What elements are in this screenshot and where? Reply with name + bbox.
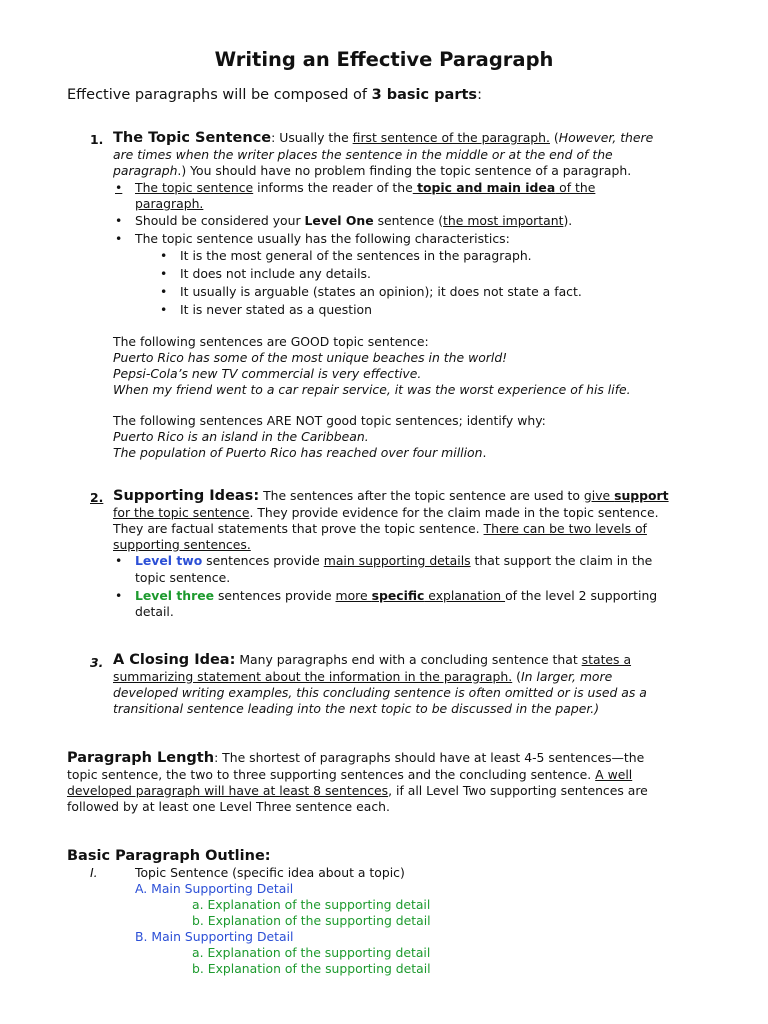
section-1-heading: The Topic Sentence — [113, 130, 272, 146]
s1-bold: Level One — [304, 213, 374, 228]
s2-underline: main supporting details — [323, 553, 471, 568]
s3-italic: In larger, more — [520, 669, 613, 684]
bullet-icon: • — [115, 588, 123, 603]
bullet-icon: • — [160, 284, 168, 299]
intro-text: Effective paragraphs will be composed of — [67, 87, 372, 103]
s1-text: : Usually the — [271, 130, 353, 145]
section-3-line-2 — [113, 669, 612, 685]
section-1-line-2: are times when the writer places the sentence in the middle or at the end of the — [113, 147, 613, 162]
s1-text: Should be considered your — [135, 213, 305, 228]
s1-text: informs the reader of the — [253, 180, 413, 195]
s2-bold-underline: specific — [371, 588, 425, 603]
length-line-4: followed by at least one Level Three sentence each. — [67, 799, 390, 814]
outline-heading: Basic Paragraph Outline: — [67, 848, 271, 864]
s1-bullet-2 — [135, 213, 572, 229]
section-1-line-3 — [113, 163, 631, 179]
section-3-line-1 — [113, 652, 631, 668]
s2-text: of the level 2 supporting — [505, 588, 658, 603]
s3-text: Many paragraphs end with a concluding sentence that — [235, 652, 582, 667]
length-text: , if all Level Two supporting sentences are — [388, 783, 648, 798]
s2-underline: for the topic sentence — [113, 505, 250, 520]
section-3-line-3: developed writing examples, this concluding sentence is often omitted or is used as a — [113, 685, 647, 700]
s1-bullet-3: The topic sentence usually has the following characteristics: — [135, 231, 510, 246]
outline-A-b: b. Explanation of the supporting detail — [192, 913, 431, 928]
length-line-1 — [67, 750, 644, 766]
s2-bold-underline: support — [614, 488, 669, 503]
length-underline: developed paragraph will have at least 8 sentences — [67, 783, 389, 798]
s2-underline: explanation — [424, 588, 506, 603]
s2-bullet-1 — [135, 553, 652, 569]
s2-bullet-1-cont: topic sentence. — [135, 570, 231, 585]
section-3-line-4: transitional sentence leading into the next topic to be discussed in the paper.) — [113, 701, 600, 716]
intro-colon: : — [477, 87, 482, 103]
bad-example-1: Puerto Rico is an island in the Caribbean. — [113, 429, 369, 444]
bullet-icon: • — [160, 248, 168, 263]
s1-underline: The topic sentence — [135, 180, 254, 195]
s1-text: ( — [549, 130, 559, 145]
length-text: : The shortest of paragraphs should have at least 4-5 sentences—the — [214, 750, 645, 765]
bullet-icon: • — [160, 302, 168, 317]
s3-text: ( — [512, 669, 521, 684]
outline-B-a: a. Explanation of the supporting detail — [192, 945, 431, 960]
s2-text: . They provide evidence for the claim made in the topic sentence. — [249, 505, 659, 520]
level-three-label: Level three — [135, 588, 215, 603]
s2-underline: There can be two levels of — [483, 521, 647, 536]
bullet-icon: • — [115, 231, 123, 246]
s1-italic: paragraph — [113, 163, 178, 178]
s2-text: sentences provide — [214, 588, 336, 603]
length-line-3 — [67, 783, 648, 799]
s1-char-2: It does not include any details. — [180, 266, 371, 281]
s1-text: sentence ( — [373, 213, 444, 228]
bullet-icon: • — [115, 213, 123, 228]
section-2-line-1 — [113, 488, 669, 504]
intro-line — [67, 86, 482, 104]
intro-bold: 3 basic parts — [371, 87, 478, 103]
outline-B: B. Main Supporting Detail — [135, 929, 294, 944]
s1-underline: the most important — [443, 213, 564, 228]
outline-B-b: b. Explanation of the supporting detail — [192, 961, 431, 976]
section-2-line-4: supporting sentences. — [113, 537, 251, 552]
s1-bullet-1-cont: paragraph. — [135, 196, 204, 211]
s2-text: sentences provide — [202, 553, 324, 568]
s2-bullet-2 — [135, 588, 657, 604]
bullet-icon: • — [115, 553, 123, 568]
outline-topic: Topic Sentence (specific idea about a topic) — [135, 865, 405, 880]
s2-text: They are factual statements that prove the topic sentence. — [113, 521, 484, 536]
s1-italic: The population of Puerto Rico has reached over four million — [113, 445, 483, 460]
good-example-3: When my friend went to a car repair service, it was the worst experience of his life. — [113, 382, 631, 397]
bad-intro: The following sentences ARE NOT good topic sentences; identify why: — [113, 413, 546, 428]
s2-underline: give — [583, 488, 615, 503]
section-1-line-1 — [113, 130, 653, 146]
length-text: topic sentence, the two to three supporting sentences and the concluding sentence. — [67, 767, 596, 782]
bad-example-2 — [113, 445, 486, 461]
good-example-1: Puerto Rico has some of the most unique beaches in the world! — [113, 350, 508, 365]
s1-bullet-1 — [135, 180, 595, 196]
s1-underline: of the — [555, 180, 596, 195]
good-example-2: Pepsi-Cola’s new TV commercial is very effective. — [113, 366, 422, 381]
section-2-heading: Supporting Ideas: — [113, 488, 260, 504]
s1-text: . — [482, 445, 487, 460]
document-title: Writing an Effective Paragraph — [214, 48, 554, 71]
s1-char-4: It is never stated as a question — [180, 302, 372, 317]
section-1-number: 1. — [90, 132, 104, 147]
section-3-number: 3. — [90, 655, 104, 670]
s1-text: ). — [563, 213, 573, 228]
outline-A: A. Main Supporting Detail — [135, 881, 294, 896]
s1-char-1: It is the most general of the sentences in the paragraph. — [180, 248, 532, 263]
section-3-heading: A Closing Idea: — [113, 652, 236, 668]
good-intro: The following sentences are GOOD topic sentence: — [113, 334, 429, 349]
bullet-icon: • — [160, 266, 168, 281]
s2-text: The sentences after the topic sentence are used to — [259, 488, 584, 503]
outline-A-a: a. Explanation of the supporting detail — [192, 897, 431, 912]
s1-italic: However, there — [558, 130, 654, 145]
s2-underline: more — [335, 588, 372, 603]
s1-char-3: It usually is arguable (states an opinion); it does not state a fact. — [180, 284, 582, 299]
s1-text: .) You should have no problem finding the topic sentence of a paragraph. — [177, 163, 632, 178]
s1-bold-underline: topic and main idea — [412, 180, 556, 195]
level-two-label: Level two — [135, 553, 203, 568]
length-underline: A well — [595, 767, 633, 782]
length-heading: Paragraph Length — [67, 750, 215, 766]
section-2-number: 2. — [90, 490, 104, 505]
s3-underline: summarizing statement about the information in the paragraph. — [113, 669, 513, 684]
bullet-icon: • — [115, 180, 123, 195]
s3-underline: states a — [581, 652, 632, 667]
s2-bullet-2-cont: detail. — [135, 604, 174, 619]
s1-underline: first sentence of the paragraph. — [352, 130, 550, 145]
section-2-line-3 — [113, 521, 647, 537]
outline-roman-numeral: I. — [90, 865, 98, 880]
length-line-2 — [67, 767, 632, 783]
section-2-line-2 — [113, 505, 659, 521]
s2-text: that support the claim in the — [470, 553, 653, 568]
